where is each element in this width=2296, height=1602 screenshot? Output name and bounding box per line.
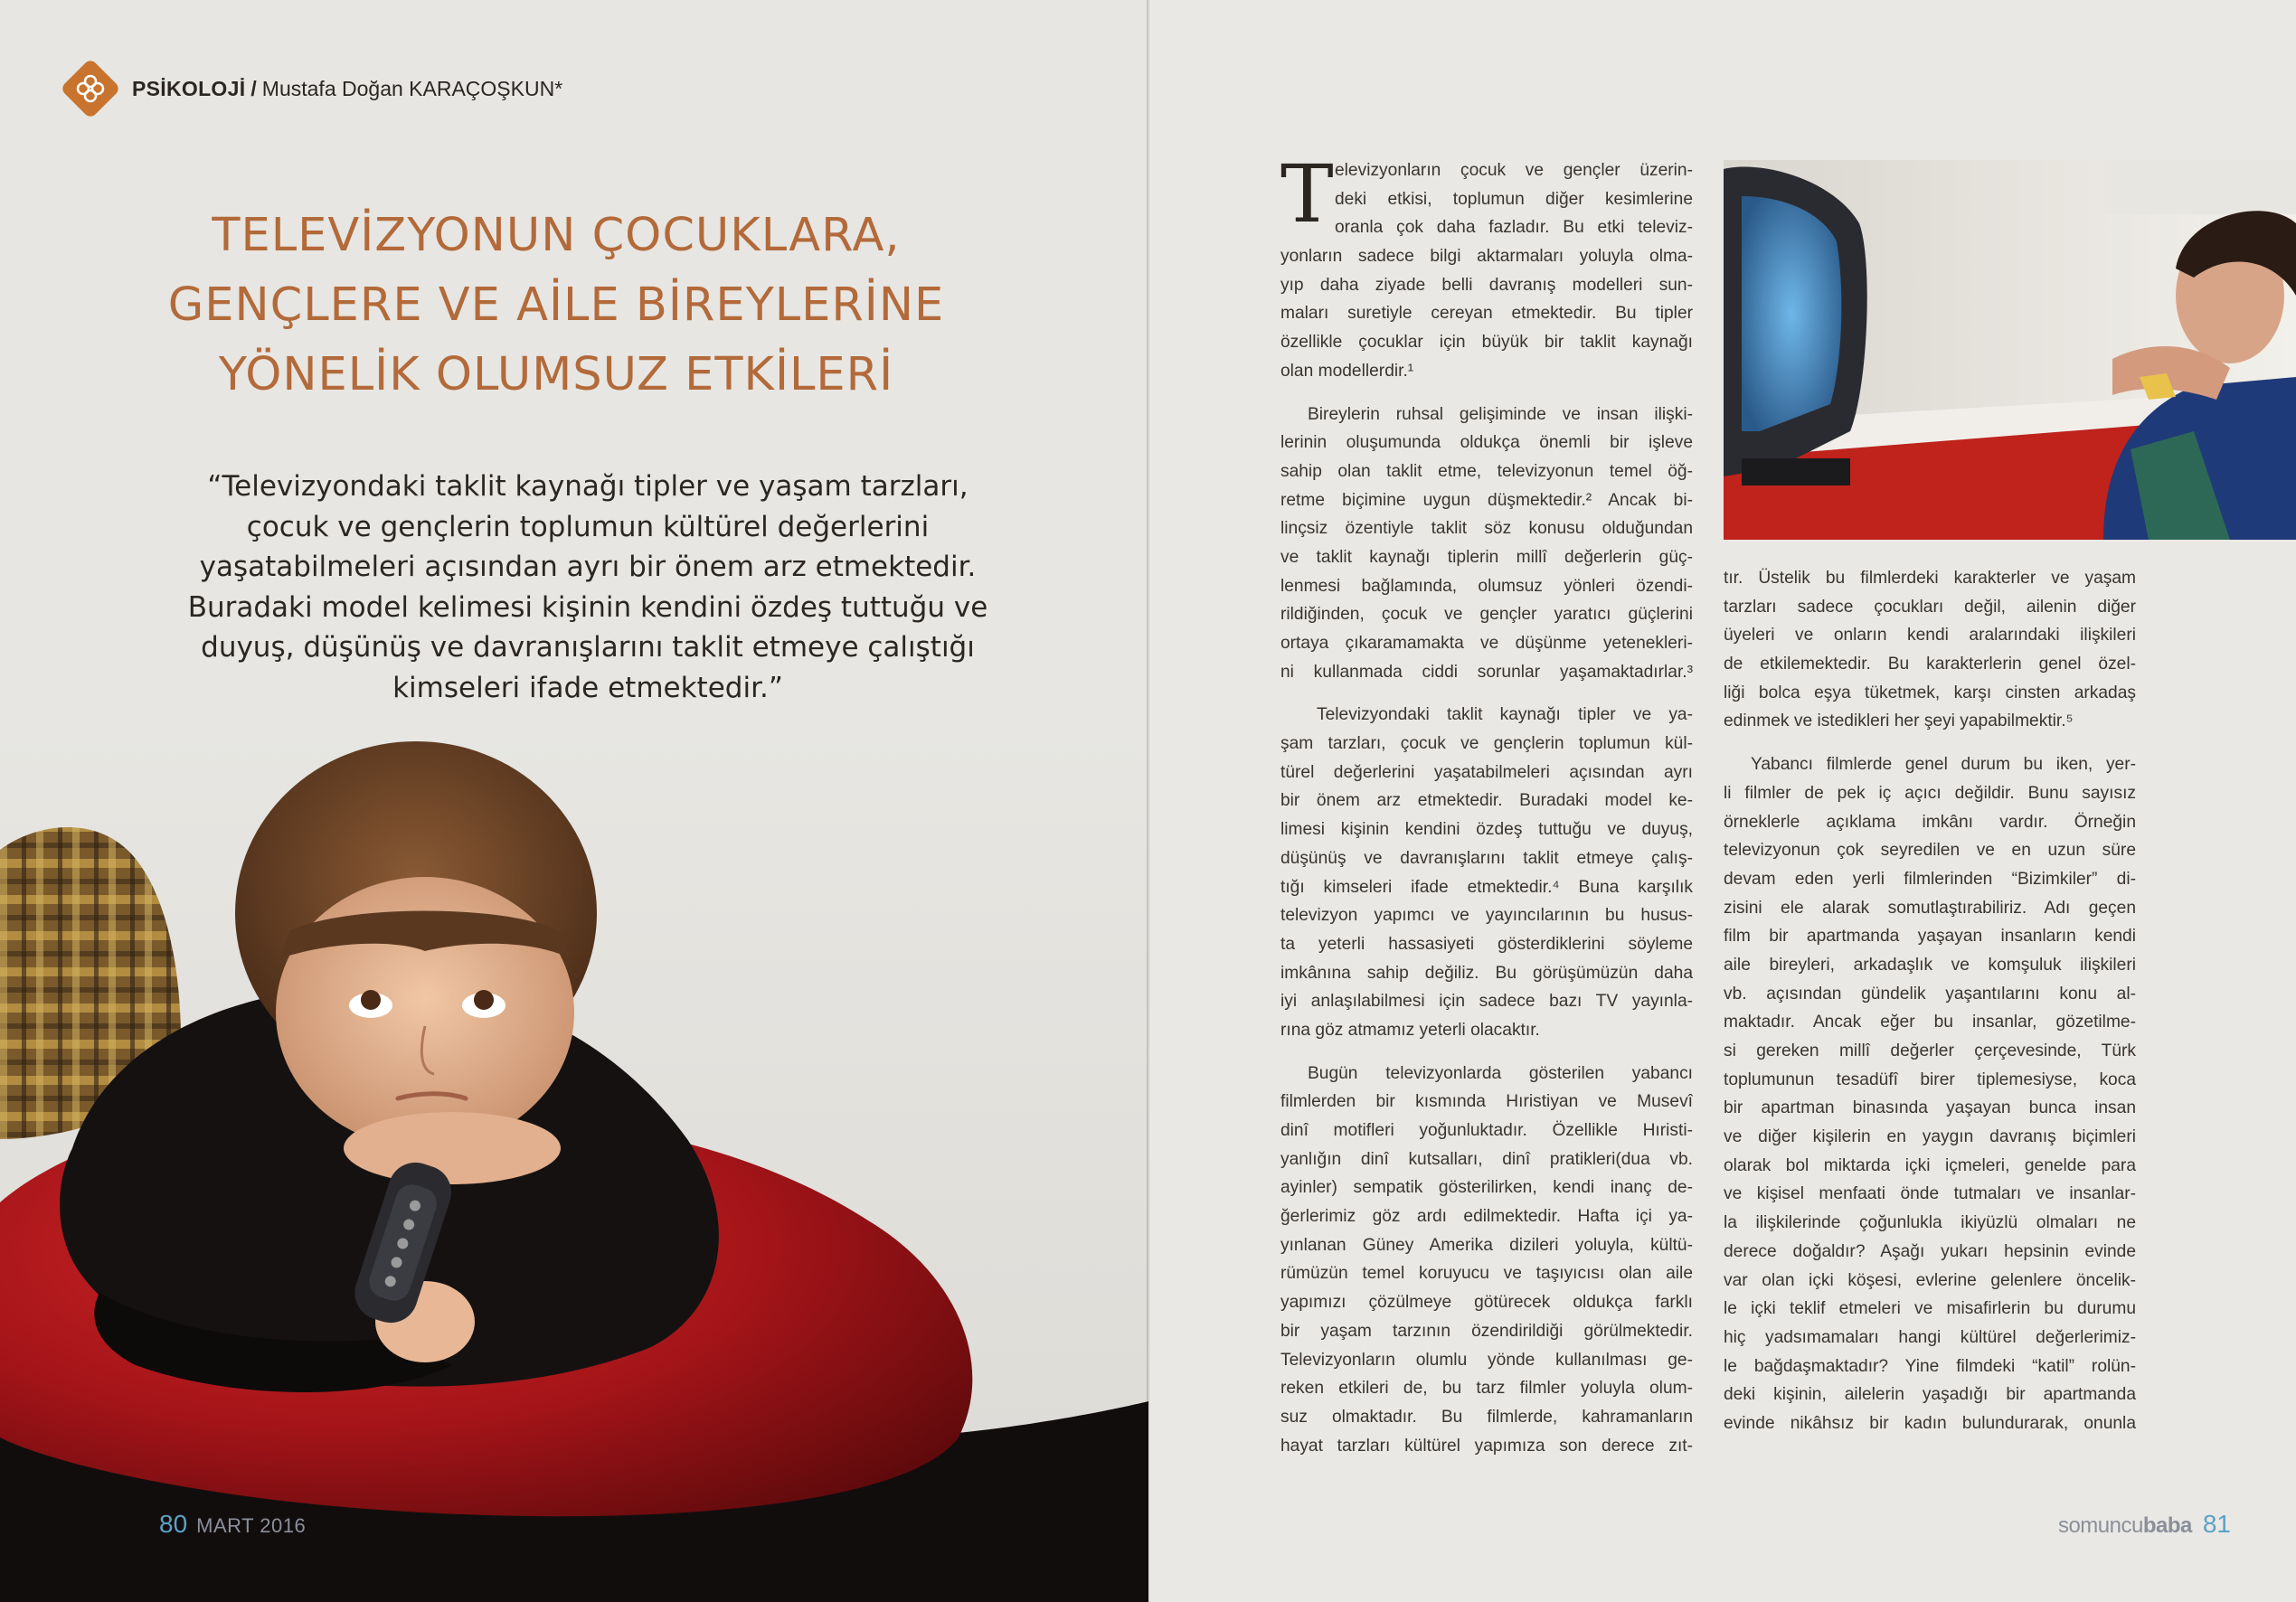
text-line: le bağdaşmaktadır? Yine filmdeki “katil” rolün- (1724, 1356, 2136, 1376)
text-line: sahip olan taklit etme, televizyonun temel öğ- (1280, 461, 1693, 481)
pull-quote-line: Buradaki model kelimesi kişinin kendini özdeş tuttuğu ve (187, 590, 988, 624)
text-line: vb. açısından gündelik yaşantılarını konu al- (1724, 984, 2136, 1004)
folio-right (2058, 1510, 2231, 1539)
text-line: yonların sadece bilgi aktarmaları yoluyla olma- (1280, 247, 1693, 267)
text-line: tır. Üstelik bu filmlerdeki karakterler ve yaşam (1724, 569, 2136, 588)
text-line: de etkilemektedir. Bu karakterlerin genel özel- (1724, 655, 2136, 674)
paragraph (1280, 147, 1693, 242)
section-logo-icon (60, 58, 121, 119)
text-line: iyi anlaşılabilmesi için sadece bazı TV yayınla- (1280, 992, 1693, 1012)
text-line: Yabancı filmlerde genel durum bu iken, yer- (1751, 755, 2136, 775)
text-line: aile bireyleri, arkadaşlık ve komşuluk ilişkileri (1724, 955, 2136, 975)
text-line: ğerlerimiz göz ardı edilmektedir. Hafta içi ya- (1280, 1207, 1693, 1227)
text-line: televizyon yapımcı ve yayıncılarının bu husus- (1280, 906, 1693, 926)
text-line: edinmek ve istedikleri her şeyi yapabilmektir.⁵ (1724, 711, 2074, 731)
text-line: olan modellerdir.¹ (1280, 361, 1414, 381)
text-line: ta yeterli hassasiyeti gösterdiklerini söyleme (1280, 934, 1693, 954)
title-line: GENÇLERE VE AİLE BİREYLERİNE (167, 278, 945, 332)
section-name: PSİKOLOJİ (132, 76, 246, 100)
text-line: şam tarzları, çocuk ve gençlerin toplumun kül- (1280, 734, 1693, 754)
text-line: var olan içki köşesi, evlerine gelenlere öncelik- (1724, 1270, 2136, 1290)
text-column-1 (1280, 147, 1693, 1460)
text-line: bir apartman binasında yaşayan bunca insan (1724, 1098, 2136, 1118)
text-line: Televizyondaki taklit kaynağı tipler ve ya- (1317, 705, 1693, 725)
text-line: yanlığın dinî kutsalları, dinî pratikleri(dua vb. (1280, 1149, 1693, 1169)
text-line: dinî motifleri yoğunluktadır. Özellikle Hıristi- (1280, 1121, 1693, 1140)
text-line: olarak bol miktarda içki içmeleri, genelde para (1724, 1155, 2136, 1175)
issue-date: MART 2016 (196, 1514, 307, 1537)
text-line: oranla çok daha fazladır. Bu etki televiz- (1335, 218, 1693, 238)
text-line: özellikle çocuklar için büyük bir taklit kaynağı (1280, 333, 1693, 353)
text-line: yıp daha ziyade belli davranış modelleri sun- (1280, 275, 1693, 295)
boy-watching-tv-photo (1724, 160, 2296, 540)
text-line: deki kişinin, ailelerin yaşadığı bir apartmanda (1724, 1385, 2136, 1405)
text-line: yapımızı çözülmeye götürecek oldukça farklı (1280, 1293, 1693, 1313)
text-line: ortaya çıkaramamakta ve düşünme yetenekleri- (1280, 634, 1693, 653)
text-line: ve taklit kaynağı tiplerin millî değerlerin güç- (1280, 547, 1693, 567)
page-number-right: 81 (2202, 1510, 2231, 1538)
text-line: zisini ele alarak somutlaştırabiliriz. Adı geçen (1724, 898, 2136, 918)
text-line: rildiğinden, çocuk ve gençler yaratıcı güçlerini (1280, 605, 1693, 625)
page-gutter (1147, 0, 1150, 1602)
text-column-2 (1724, 564, 2136, 1438)
title-line: YÖNELİK OLUMSUZ ETKİLERİ (218, 348, 894, 401)
section-separator: / (250, 76, 257, 100)
text-line: bir yaşam tarzının özendirildiği görülmektedir. (1280, 1321, 1693, 1341)
text-line: hayat tarzları kültürel yapımıza son derece zıt- (1280, 1436, 1693, 1456)
text-line: retme biçimine uygun düşmektedir.² Ancak bi- (1280, 490, 1693, 510)
text-line: yınlanan Güney Amerika dizileri yoluyla, kültü- (1280, 1235, 1693, 1255)
text-line: türel değerlerini yaşatabilmeleri açısından ayrı (1280, 762, 1693, 782)
text-line: liği bolca eşya tüketmek, karşı cinsten arkadaş (1724, 683, 2136, 702)
pull-quote-line: “Televizyondaki taklit kaynağı tipler ve yaşam tarzları, (207, 470, 968, 503)
text-line: örneklerle açıklama imkânı vardır. Örneğin (1724, 812, 2136, 832)
text-line: hiç yadsımamaları hangi kültürel değerlerimiz- (1724, 1327, 2136, 1347)
text-line: lenmesi bağlamında, olumsuz yönleri özendi- (1280, 576, 1693, 596)
author-name: Mustafa Doğan KARAÇOŞKUN* (261, 76, 563, 100)
text-line: rümüzün temel koruyucu ve taşıyıcısı olan aile (1280, 1264, 1693, 1284)
text-line: rına göz atmamız yeterli olacaktır. (1280, 1020, 1540, 1040)
pull-quote (172, 466, 1004, 708)
pull-quote-line: çocuk ve gençlerin toplumun kültürel değerlerini (246, 510, 930, 543)
text-line: tarzları sadece çocukları değil, ailenin diğer (1724, 597, 2136, 617)
pull-quote-line: duyuş, düşünüş ve davranışlarını taklit etmeye çalıştığı (201, 631, 975, 664)
text-line: li filmler de pek iç açıcı değildir. Bunu sayısız (1724, 783, 2136, 803)
article-title (127, 201, 986, 410)
section-header (60, 58, 562, 119)
text-line: televizyonun çok seyredilen ve en uzun süre (1724, 841, 2136, 861)
text-line: evinde nikâhsız bir kadın bulundurarak, onunla (1724, 1413, 2136, 1433)
text-line: ayinler) sempatik gösterilirken, kendi inanç de- (1280, 1178, 1693, 1198)
text-line: la ilişkilerinde çoğunlukla ikiyüzlü olmaları ne (1724, 1213, 2136, 1233)
text-line: deki etkisi, toplumun diğer kesimlerine (1335, 189, 1693, 209)
boy-with-remote-photo (0, 714, 1148, 1602)
title-line: TELEVİZYONUN ÇOCUKLARA, (212, 209, 901, 262)
text-line: limesi kişinin kendini özdeş tuttuğu ve duyuş, (1280, 820, 1693, 840)
text-line: lerinin oluşumunda oldukça önemli bir işleve (1280, 433, 1693, 453)
text-line: le içki teklif etmeleri ve misafirlerin bu durumu (1724, 1299, 2136, 1319)
text-line: üyeleri ve onların kendi aralarındaki ilişkileri (1724, 626, 2136, 646)
text-line: Bugün televizyonlarda gösterilen yabancı (1308, 1063, 1693, 1083)
text-line: imkânına sahip değiliz. Bu görüşümüzün daha (1280, 963, 1693, 983)
text-line: Televizyonların olumlu yönde kullanılması ge- (1280, 1350, 1693, 1370)
text-line: derece doğaldır? Aşağı yukarı hepsinin evinde (1724, 1241, 2136, 1261)
text-line: düşünüş ve davranışlarını taklit etmeye çalış- (1280, 848, 1693, 868)
text-line: si gereken millî değerler çerçevesinde, Türk (1724, 1041, 2136, 1060)
text-line: ve kişisel menfaati önde tutmaları ve insanlar- (1724, 1184, 2136, 1204)
text-line: linçsiz özentiyle taklit söz konusu olduğundan (1280, 519, 1693, 539)
text-line: Bireylerin ruhsal gelişiminde ve insan ilişki- (1308, 404, 1693, 424)
text-line: reken etkileri de, bu tarz filmler yoluyla olum- (1280, 1379, 1693, 1399)
pull-quote-line: kimseleri ifade etmektedir.” (392, 671, 783, 704)
text-line: film bir apartmanda yaşayan insanların kendi (1724, 927, 2136, 947)
text-line: ve diğer kişilerin en yaygın davranış biçimleri (1724, 1127, 2136, 1147)
text-line: maktadır. Ancak eğer bu insanlar, gözetilme- (1724, 1013, 2136, 1032)
text-line: maları suretiyle cereyan etmektedir. Bu tipler (1280, 304, 1693, 324)
text-line: bir önem arz etmektedir. Buradaki model ke- (1280, 791, 1693, 811)
text-line: ni kullanmada ciddi sorunlar yaşamaktadırlar.³ (1280, 662, 1693, 682)
brand-part-bold: baba (2142, 1513, 2192, 1538)
text-line: filmlerden bir kısmında Hıristiyan ve Musevî (1280, 1092, 1693, 1112)
magazine-brand (2058, 1513, 2192, 1539)
pull-quote-line: yaşatabilmeleri açısından ayrı bir önem arz etmektedir. (199, 551, 977, 583)
text-line: suz olmaktadır. Bu filmlerde, kahramanların (1280, 1407, 1693, 1427)
page-number-left: 80 (159, 1510, 188, 1538)
text-line: toplumunun tesadüfî birer tiplemesiyse, koca (1724, 1070, 2136, 1089)
drop-cap: T (1280, 147, 1334, 240)
text-line: elevizyonların çocuk ve gençler üzerin- (1335, 161, 1693, 180)
brand-part: somuncu (2057, 1513, 2143, 1538)
text-line: devam eden yerli filmlerinden “Bizimkiler” di- (1724, 869, 2136, 889)
folio-left (159, 1510, 306, 1539)
text-line: tığı kimseleri ifade etmektedir.⁴ Buna karşılık (1280, 877, 1693, 897)
